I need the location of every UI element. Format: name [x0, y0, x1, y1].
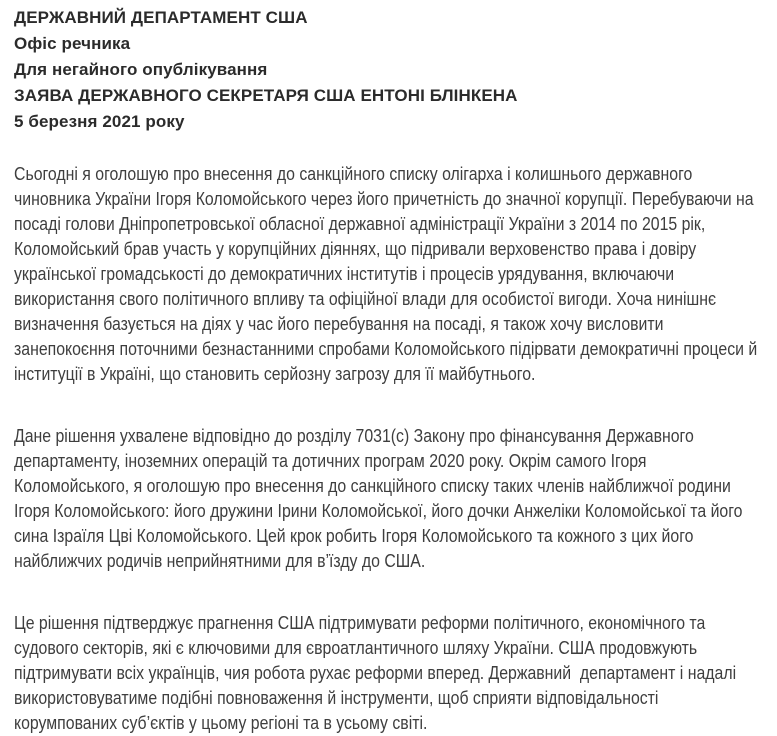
statement-title: ЗАЯВА ДЕРЖАВНОГО СЕКРЕТАРЯ США ЕНТОНІ БЛІНКЕНА — [14, 86, 518, 105]
paragraph-sanctions-announcement: Сьогодні я оголошую про внесення до санкційного списку олігарха і колишнього державного чиновника України Ігоря Коломойського через його причетність до значної корупції. Перебуваючи на посаді голови Дніпропетровської обласної державної адміністрації України з 2014 по 2015 рік, Коломойський брав участь у корупційних діяннях, що підривали верховенство права і довіру української громадськості до демократичних інститутів і процесів урядування, включаючи використання свого політичного впливу та офіційної влади для особистої вигоди. Хоча нинішнє визначення базується на діях у час його перебування на посаді, я також хочу висловити занепокоєння поточними безнастанними спробами Коломойського підірвати демократичні процеси й інституції в Україні, що становить серйозну загрозу для її майбутнього. — [14, 164, 762, 384]
office-name: Офіс речника — [14, 34, 131, 53]
statement-date: 5 березня 2021 року — [14, 112, 185, 131]
document-body — [14, 162, 764, 736]
organization-name: ДЕРЖАВНИЙ ДЕПАРТАМЕНТ США — [14, 8, 308, 27]
document-header — [14, 5, 763, 135]
paragraph-legal-basis-family: Дане рішення ухвалене відповідно до розділу 7031(c) Закону про фінансування Державного департаменту, іноземних операцій та дотичних програм 2020 року. Окрім самого Ігоря Коломойського, я оголошую про внесення до санкційного списку таких членів найближчої родини Ігоря Коломойського: його дружини Ірини Коломойської, його дочки Анжеліки Коломойської та його сина Ізраїля Цві Коломойського. Цей крок робить Ігоря Коломойського та кожного з цих його найближчих родичів неприйнятними для в’їзду до США. — [14, 426, 747, 571]
paragraph-reform-commitment: Це рішення підтверджує прагнення США підтримувати реформи політичного, економічного та судового секторів, які є ключовими для євроатлантичного шляху України. США продовжують підтримувати всіх українців, чия робота рухає реформи вперед. Державний департамент і надалі використовуватиме подібні повноваження й інструменти, щоб сприяти відповідальності корумпованих суб’єктів у цьому регіоні та в усьому світі. — [14, 613, 741, 733]
release-type-line: Для негайного опублікування — [14, 60, 268, 79]
